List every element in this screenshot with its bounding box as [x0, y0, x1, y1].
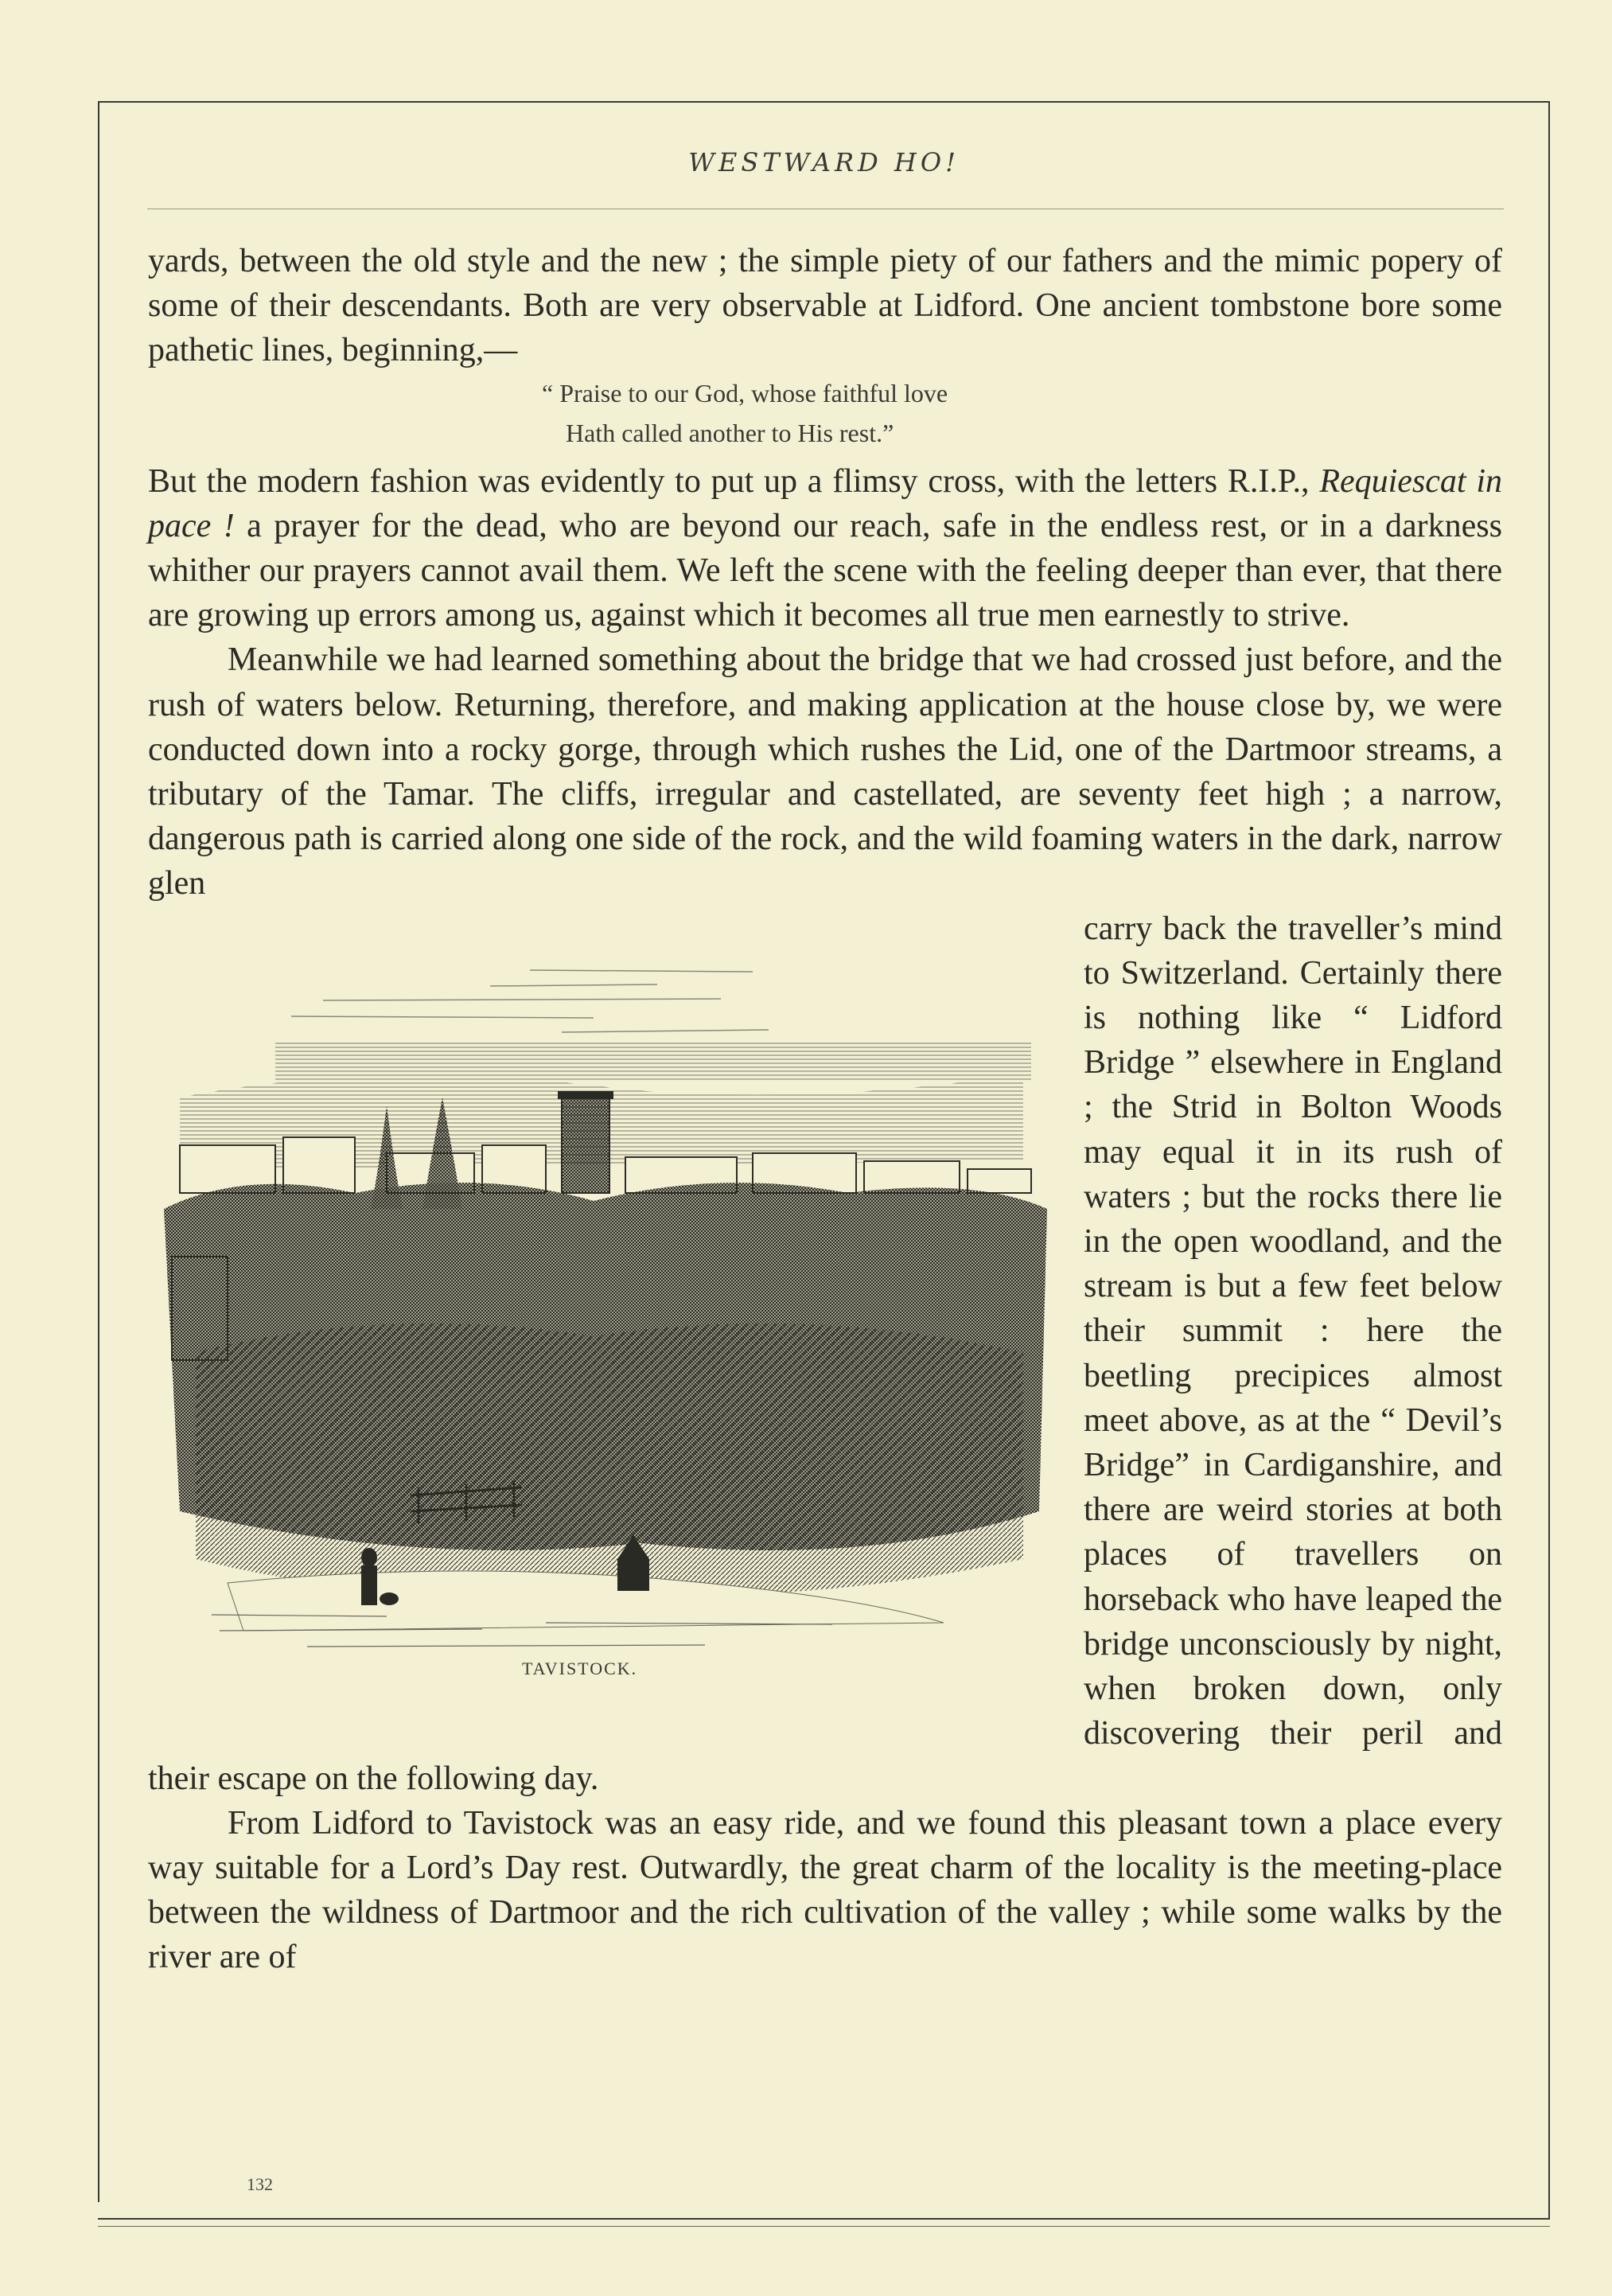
frame-right-rule — [1548, 101, 1550, 2218]
foreground-trees — [196, 1323, 1023, 1595]
paragraph-3: Meanwhile we had learned something about the bridge that we had crossed just before, and the rush of waters below. Returning, therefore, and making application at the house close by, we were conducted down into a rocky gorge, through which rushes the Lid, one of the Dartmoor streams, a tributary of the Tamar. The cliffs, irregular and castellated, are seventy feet high ; a narrow, dangerous path is carried along one side of the rock, and the wild foaming waters in the dark, narrow glen — [148, 641, 1502, 902]
tavistock-illustration — [148, 906, 1057, 1746]
poem-line-1: “ Praise to our God, whose faithful love — [542, 378, 948, 407]
engraving-image — [148, 906, 1057, 1746]
church-tower — [558, 1091, 613, 1193]
paragraph-2-start: But the modern fashion was evidently to put up a flimsy cross, with the letters R.I.P., — [148, 462, 1310, 500]
paragraph-2 — [148, 459, 1502, 638]
paragraph-4: From Lidford to Tavistock was an easy ride, and we found this pleasant town a place every way suitable for a Lord’s Day rest. Outwardly, the great charm of the locality is the meeting-place between the wildness of Dartmoor and the rich cultivation of the valley ; while some walks by the river are of — [148, 1804, 1502, 1976]
figure-caption: TAVISTOCK. — [522, 1658, 638, 1678]
frame-bottom-rule — [98, 2218, 1550, 2220]
sky-lines — [291, 970, 769, 1032]
page-number: 132 — [247, 2174, 273, 2194]
frame-left-rule — [98, 101, 99, 2202]
body-text — [148, 239, 1502, 1980]
poem-quote — [148, 373, 1502, 453]
frame-top-rule — [98, 101, 1550, 103]
running-head: WESTWARD HO! — [688, 147, 960, 177]
paragraph-2-end: a prayer for the dead, who are beyond our reach, safe in the endless rest, or in a darkness whither our prayers cannot avail them. We left the scene with the feeling deeper than ever, that there are growing up errors among us, against which it becomes all true men earnestly to strive. — [148, 507, 1502, 634]
latin-phrase: Requiescat in pace ! — [148, 462, 1503, 544]
paragraph-3-continued: carry back the traveller’s mind to Switzerland. Certainly there is nothing like “ Lidford Bridge ” elsewhere in England ; the Strid in Bolton Woods may equal it in its rush of waters ; but the rocks there lie in the open woodland, and the stream is but a few feet below their summit : here the beetling precipices almost meet above, as at the “ Devil’s Bridge” in Cardiganshire, and there are weird stories at both places of travellers on horseback who have leaped the bridge unconsciously by night, when broken down, only discovering their peril and their escape on the following day. — [148, 910, 1502, 1797]
paragraph-1: yards, between the old style and the new ; the simple piety of our fathers and the mimic popery of some of their descendants. Both are very observable at Lidford. One ancient tombstone bore some pathetic lines, beginning,— — [148, 243, 1502, 369]
frame-bottom-rule-inner — [98, 2226, 1550, 2227]
cloud-band — [275, 1042, 1031, 1082]
poem-line-2: Hath called another to His rest.” — [566, 418, 894, 447]
